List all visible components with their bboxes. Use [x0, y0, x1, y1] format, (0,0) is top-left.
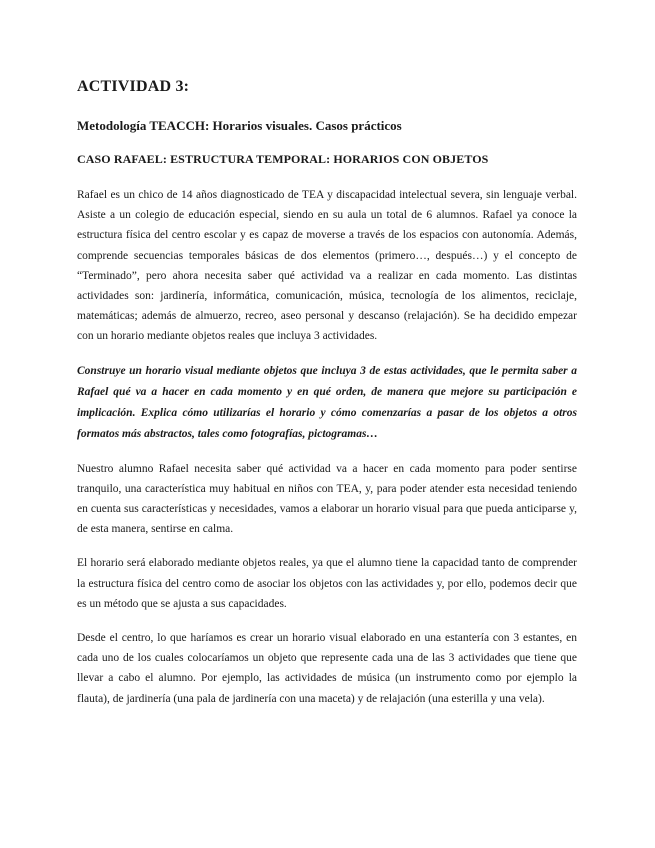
- task-instruction-paragraph: Construye un horario visual mediante objetos que incluya 3 de estas actividades, que le permita saber a Rafael qué va a hacer en cada momento y en qué orden, de manera que mejore su participación e implicación. Explica cómo utilizarías el horario y cómo comenzarías a pasar de los objetos a otros formatos más abstractos, tales como fotografías, pictogramas…: [77, 364, 577, 440]
- case-title: CASO RAFAEL: ESTRUCTURA TEMPORAL: HORARIOS CON OBJETOS: [77, 152, 489, 166]
- activity-title: ACTIVIDAD 3:: [77, 78, 190, 95]
- case-description-paragraph: Rafael es un chico de 14 años diagnosticado de TEA y discapacidad intelectual severa, sin lenguaje verbal. Asiste a un colegio de educación especial, siendo en su aula un total de 6 alumnos. Rafael ya conoce la estructura física del centro escolar y es capaz de moverse a través de los espacios con autonomía. Además, comprende secuencias temporales básicas de dos elementos (primero…, después…) y el concepto de “Terminado”, pero ahora necesita saber qué actividad va a realizar en cada momento. Las distintas actividades son: jardinería, informática, comunicación, música, tecnología de los alimentos, reciclaje, matemáticas; además de almuerzo, recreo, aseo personal y descanso (relajación). Se ha decidido empezar con un horario mediante objetos reales que incluya 3 actividades.: [77, 189, 577, 343]
- answer-paragraph: Nuestro alumno Rafael necesita saber qué actividad va a hacer en cada momento para poder sentirse tranquilo, una característica muy habitual en niños con TEA, y, para poder atender esta necesidad teniendo en cuenta sus características y necesidades, vamos a elaborar un horario visual para que pueda anticiparse y, de esta manera, sentirse en calma.: [77, 462, 577, 536]
- answer-paragraph: El horario será elaborado mediante objetos reales, ya que el alumno tiene la capacidad tanto de comprender la estructura física del centro como de asociar los objetos con las actividades y, por ello, podemos decir que es un método que se ajusta a sus capacidades.: [77, 557, 577, 610]
- answer-paragraph: Desde el centro, lo que haríamos es crear un horario visual elaborado en una estantería con 3 estantes, en cada uno de los cuales colocaríamos un objeto que represente cada una de las 3 actividades que tiene que llevar a cabo el alumno. Por ejemplo, las actividades de música (un instrumento como por ejemplo la flauta), de jardinería (una pala de jardinería con una maceta) y de relajación (una esterilla y una vela).: [77, 632, 577, 705]
- document-page: [77, 78, 577, 723]
- document-subtitle: Metodología TEACCH: Horarios visuales. Casos prácticos: [77, 118, 402, 133]
